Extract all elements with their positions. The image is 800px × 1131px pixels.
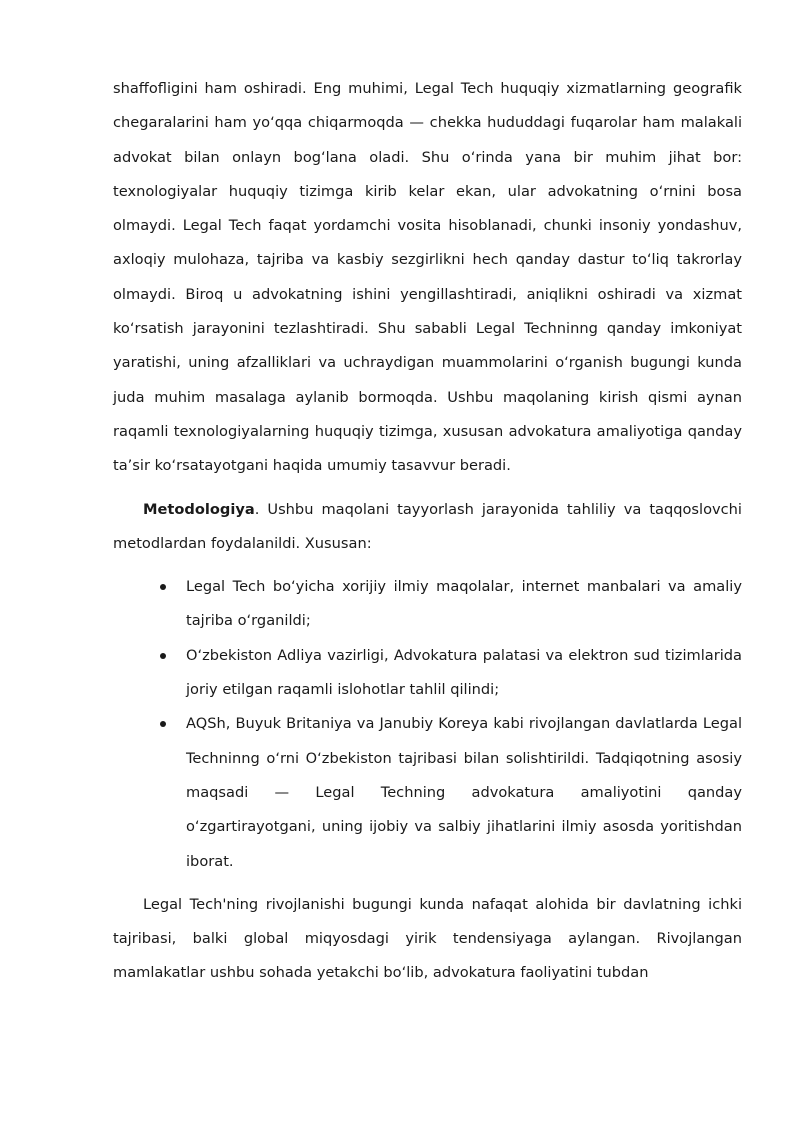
paragraph-legal-tech-development: Legal Tech'ning rivojlanishi bugungi kunda nafaqat alohida bir davlatning ichki tajribasi, balki global miqyosdagi yirik tendensiyaga aylangan. Rivojlangan mamlakatlar ushbu sohada yetakchi bo‘lib, advokatura faoliyatini tubdan	[113, 895, 742, 982]
bullet-icon	[160, 721, 166, 727]
list-item-text: O‘zbekiston Adliya vazirligi, Advokatura palatasi va elektron sud tizimlarida joriy etilgan raqamli islohotlar tahlil qilindi;	[186, 646, 742, 699]
paragraph-methodology	[113, 493, 742, 562]
list-item	[186, 639, 742, 708]
document-body	[113, 72, 742, 991]
paragraph-intro-continuation: shaffofligini ham oshiradi. Eng muhimi, Legal Tech huquqiy xizmatlarning geografik chegaralarini ham yo‘qqa chiqarmoqda — chekka hududdagi fuqarolar ham malakali advokat bilan onlayn bog‘lana oladi. Shu o‘rinda yana bir muhim jihat bor: texnologiyalar huquqiy tizimga kirib kelar ekan, ular advokatning o‘rnini bosa olmaydi. Legal Tech faqat yordamchi vosita hisoblanadi, chunki insoniy yondashuv, axloqiy mulohaza, tajriba va kasbiy sezgirlikni hech qanday dastur to‘liq takrorlay olmaydi. Biroq u advokatning ishini yengillashtiradi, aniqlikni oshiradi va xizmat ko‘rsatish jarayonini tezlashtiradi. Shu sababli Legal Techninng qanday imkoniyat yaratishi, uning afzalliklari va uchraydigan muammolarini o‘rganish bugungi kunda juda muhim masalaga aylanib bormoqda. Ushbu maqolaning kirish qismi aynan raqamli texnologiyalarning huquqiy tizimga, xususan advokatura amaliyotiga qanday ta’sir ko‘rsatayotgani haqida umumiy tasavvur beradi.	[113, 80, 742, 475]
methodology-text: . Ushbu maqolani tayyorlash jarayonida tahliliy va taqqoslovchi metodlardan foydalanildi. Xususan:	[113, 500, 742, 552]
list-item-text: AQSh, Buyuk Britaniya va Janubiy Koreya kabi rivojlangan davlatlarda Legal Techninng o‘rni O‘zbekiston tajribasi bilan solishtirildi. Tadqiqotning asosiy maqsadi — Legal Techning advokatura amaliyotini qanday o‘zgartirayotgani, uning ijobiy va salbiy jihatlarini ilmiy asosda yoritishdan iborat.	[186, 715, 742, 870]
methodology-list	[113, 570, 742, 879]
methodology-heading: Metodologiya	[143, 500, 255, 518]
list-item-text: Legal Tech bo‘yicha xorijiy ilmiy maqolalar, internet manbalari va amaliy tajriba o‘rganildi;	[186, 578, 742, 630]
bullet-icon	[160, 584, 166, 590]
list-item	[186, 707, 742, 878]
bullet-icon	[160, 653, 166, 659]
list-item	[186, 570, 742, 639]
